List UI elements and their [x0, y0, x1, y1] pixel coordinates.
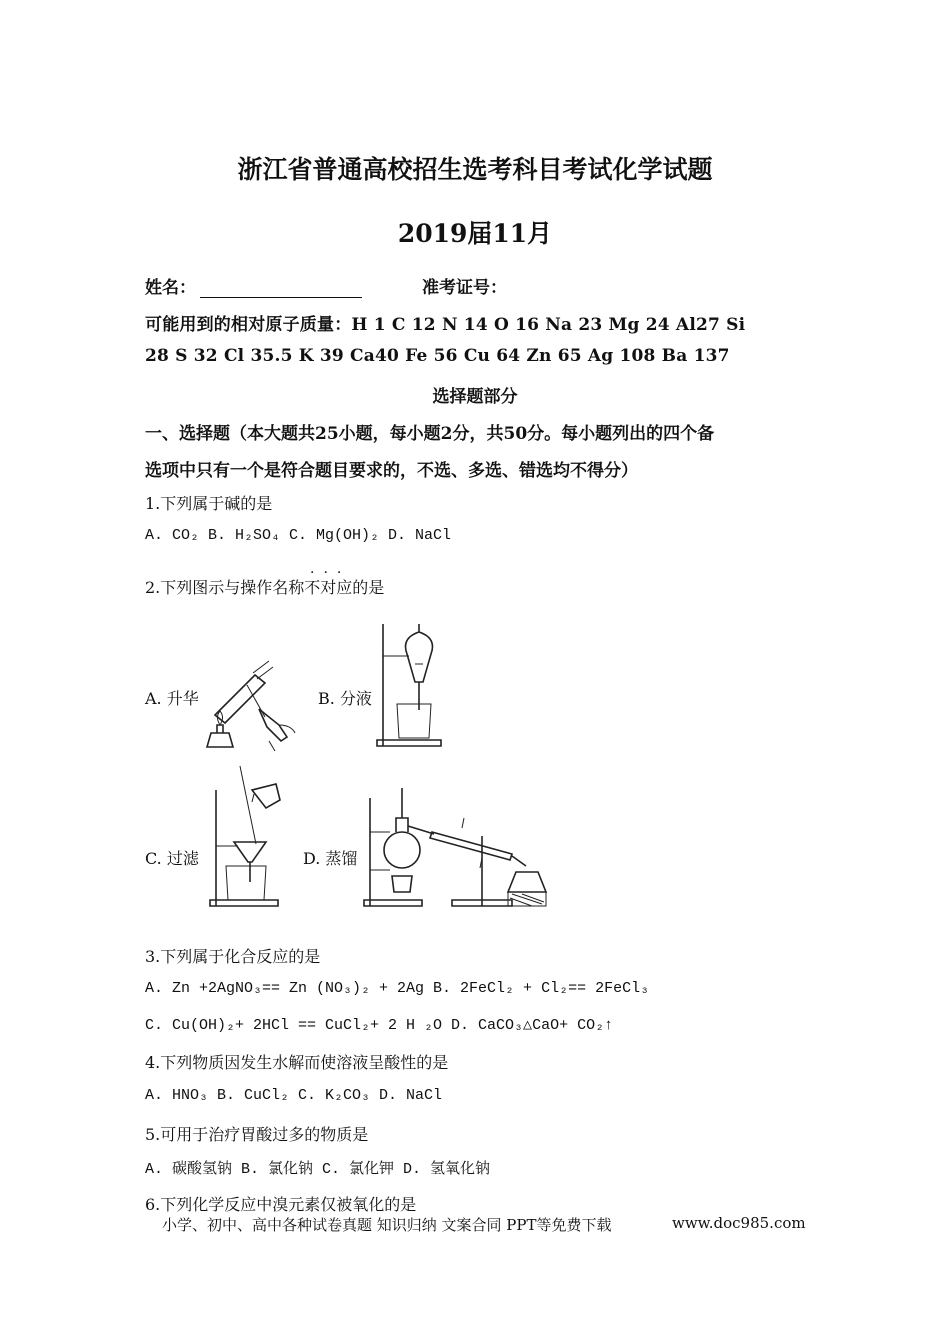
q4-options: A. HNO₃ B. CuCl₂ C. K₂CO₃ D. NaCl: [145, 1087, 443, 1104]
q3-options-line1: A. Zn +2AgNO₃== Zn (NO₃)₂ + 2Ag B. 2FeCl₂ + Cl₂== 2FeCl₃: [145, 980, 650, 997]
footer-text: 小学、初中、高中各种试卷真题 知识归纳 文案合同 PPT等免费下载: [162, 1216, 612, 1234]
q1-stem: 1.下列属于碱的是: [145, 494, 273, 513]
atomic-masses-line1: 可能用到的相对原子质量：H 1 C 12 N 14 O 16 Na 23 Mg 24 Al27 Si: [145, 315, 746, 335]
q2-stem: 2.下列图示与操作名称不对应的是: [145, 578, 385, 597]
exam-id-label: 准考证号：: [422, 278, 507, 298]
name-label: 姓名：: [145, 278, 196, 298]
q2-option-a-label: A. 升华: [145, 689, 199, 708]
page-subtitle: 2019届11月: [397, 219, 553, 248]
q6-stem: 6.下列化学反应中溴元素仅被氧化的是: [145, 1195, 417, 1214]
footer-url-link[interactable]: www.doc985.com: [672, 1214, 806, 1232]
q4-stem: 4.下列物质因发生水解而使溶液呈酸性的是: [145, 1053, 449, 1072]
q3-options-line2: C. Cu(OH)₂+ 2HCl == CuCl₂+ 2 H ₂O D. CaCO₃△CaO+ CO₂↑: [145, 1017, 614, 1034]
q5-stem: 5.可用于治疗胃酸过多的物质是: [145, 1125, 369, 1144]
section-heading-line2: 选项中只有一个是符合题目要求的，不选、多选、错选均不得分）: [145, 461, 638, 481]
sublimation-apparatus-image: [195, 655, 305, 755]
filtration-apparatus-image: [208, 762, 288, 914]
separatory-funnel-apparatus-image: [375, 620, 445, 752]
q1-options: A. CO₂ B. H₂SO₄ C. Mg(OH)₂ D. NaCl: [145, 527, 452, 544]
q2-option-b-label: B. 分液: [318, 689, 372, 708]
q2-option-d-label: D. 蒸馏: [303, 849, 358, 868]
section-heading-line1: 一、选择题（本大题共25小题，每小题2分，共50分。每小题列出的四个备: [145, 424, 715, 444]
page-title: 浙江省普通高校招生选考科目考试化学试题: [237, 155, 713, 184]
emphasis-dots: ···: [310, 565, 351, 581]
distillation-apparatus-image: [362, 788, 552, 912]
q5-options: A. 碳酸氢钠 B. 氯化钠 C. 氯化钾 D. 氢氧化钠: [145, 1161, 491, 1178]
name-blank[interactable]: [200, 279, 362, 298]
name-field-row[interactable]: [145, 273, 362, 298]
atomic-masses-line2: 28 S 32 Cl 35.5 K 39 Ca40 Fe 56 Cu 64 Zn 65 Ag 108 Ba 137: [145, 346, 730, 366]
section-title: 选择题部分: [432, 387, 518, 407]
q3-stem: 3.下列属于化合反应的是: [145, 947, 321, 966]
q2-option-c-label: C. 过滤: [145, 849, 199, 868]
